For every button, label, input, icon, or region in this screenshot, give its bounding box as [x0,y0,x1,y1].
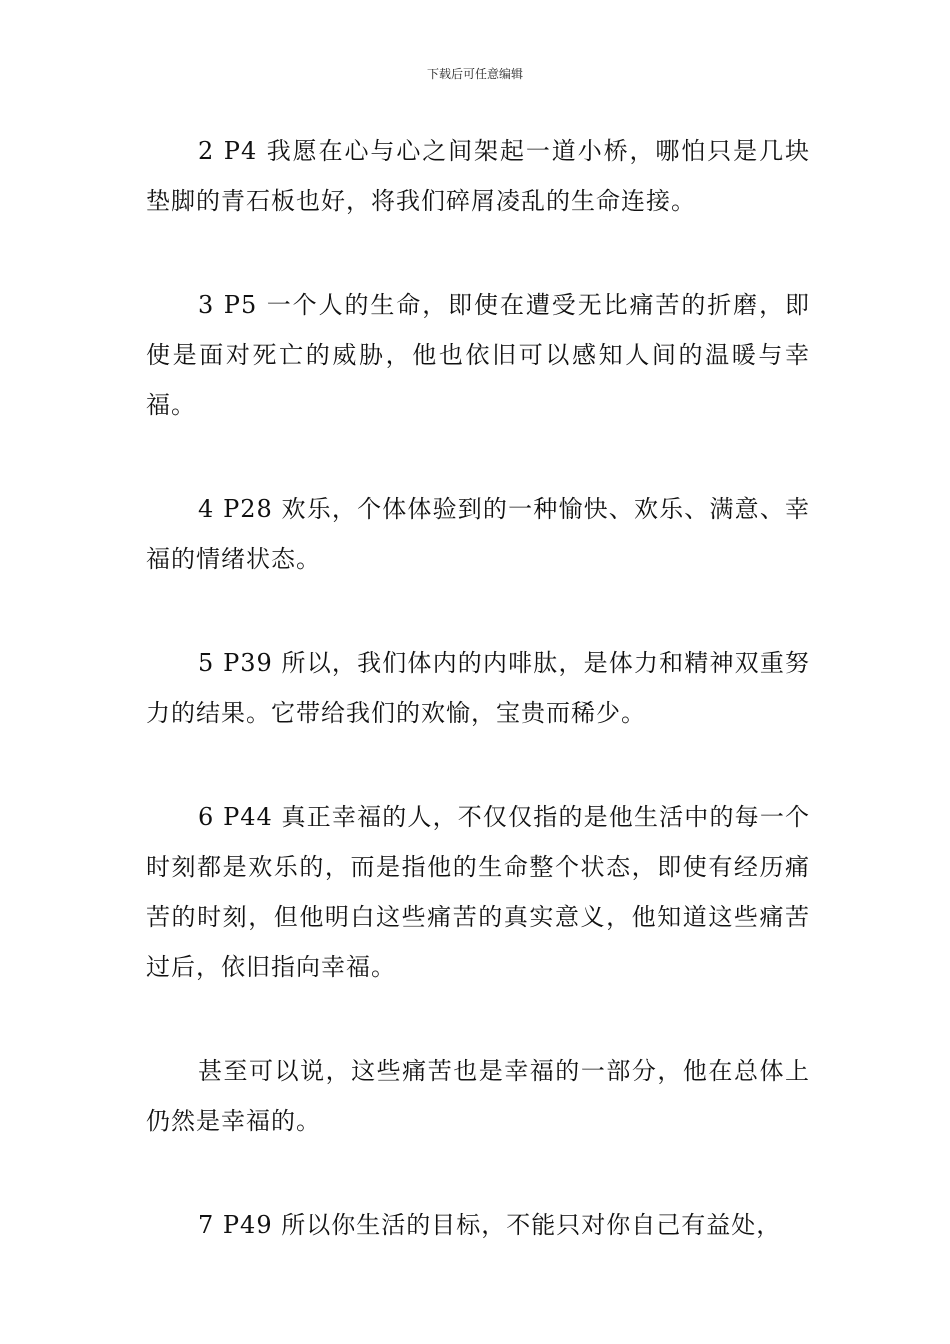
page-header: 下载后可任意编辑 [426,67,523,81]
paragraph-7: 7 P49 所以你生活的目标，不能只对你自己有益处， [198,1211,782,1239]
paragraph-4: 5 P39 所以，我们体内的内啡肽，是体力和精神双重努力的结果。它带给我们的欢愉，宝贵而稀少。 [146,649,810,727]
paragraph-3: 4 P28 欢乐，个体体验到的一种愉快、欢乐、满意、幸福的情绪状态。 [146,495,810,573]
document-body [146,126,810,1304]
paragraph-1: 2 P4 我愿在心与心之间架起一道小桥，哪怕只是几块垫脚的青石板也好，将我们碎屑凌乱的生命连接。 [146,137,810,215]
paragraph-2: 3 P5 一个人的生命，即使在遭受无比痛苦的折磨，即使是面对死亡的威胁，他也依旧可以感知人间的温暖与幸福。 [146,291,810,419]
paragraph-6: 甚至可以说，这些痛苦也是幸福的一部分，他在总体上仍然是幸福的。 [146,1057,810,1135]
paragraph-5: 6 P44 真正幸福的人，不仅仅指的是他生活中的每一个时刻都是欢乐的，而是指他的生命整个状态，即使有经历痛苦的时刻，但他明白这些痛苦的真实意义，他知道这些痛苦过后，依旧指向幸福。 [146,803,810,981]
